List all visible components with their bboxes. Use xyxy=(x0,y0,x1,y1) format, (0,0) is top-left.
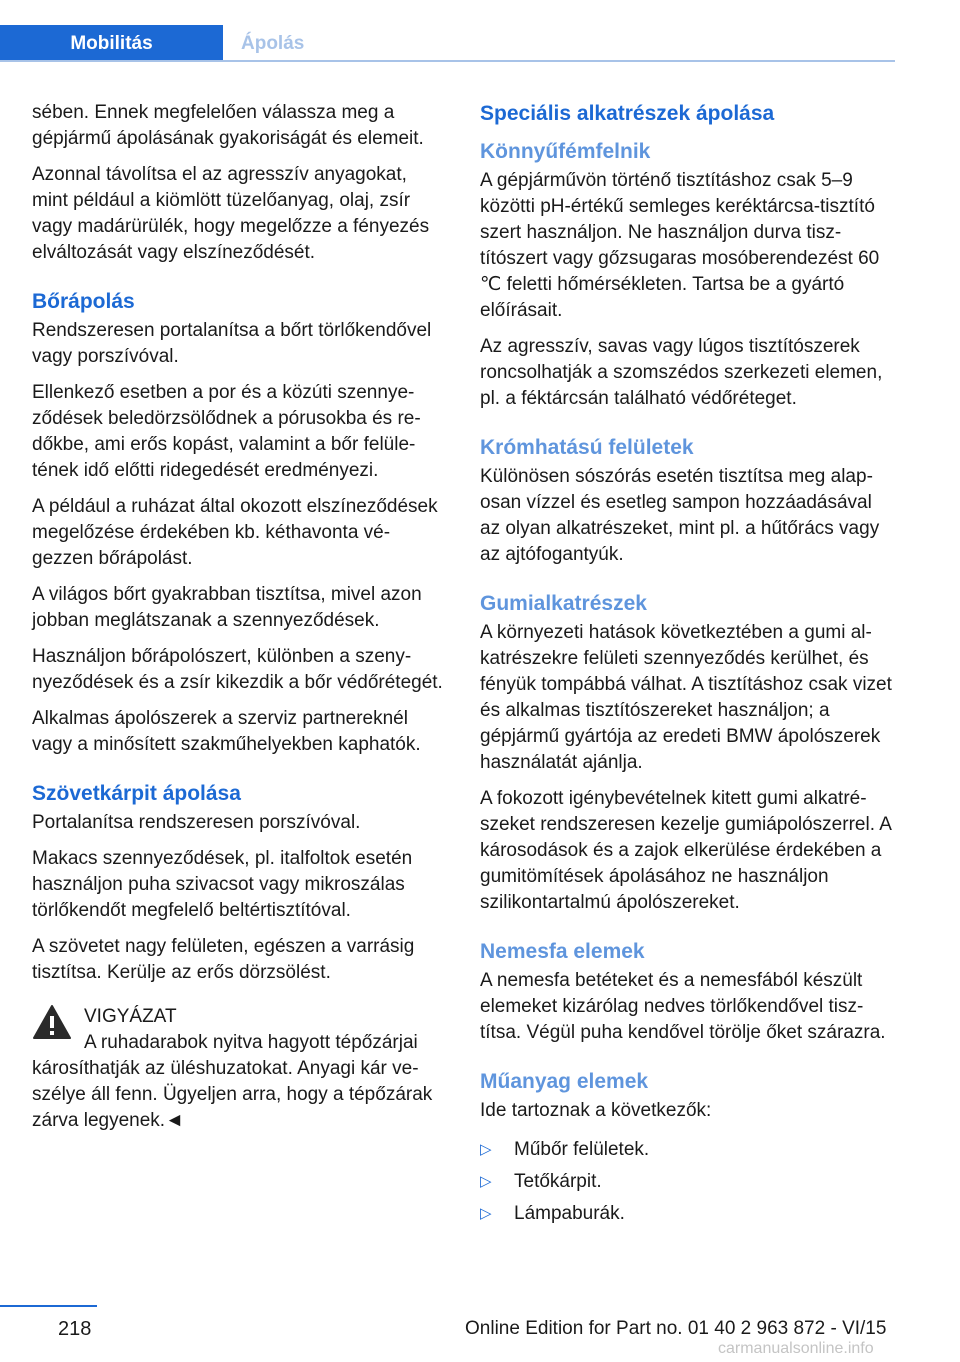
paragraph: Azonnal távolítsa el az agresszív anyagokat, mint például a kiömlött tüzelőanyag, olaj, zsír vagy madárürülék, hogy megelőzze a fényezés elváltozását vagy elszíneződését. xyxy=(32,164,430,263)
warning-label: VIGYÁZAT xyxy=(84,1006,177,1027)
section-title-carpet: Szövetkárpit ápolása xyxy=(32,782,241,805)
paragraph: A nemesfa betéteket és a nemesfából készült elemeket kizárólag nedves törlőkendővel tisztítsa. Végül puha kendővel törölje őket szárazra. xyxy=(480,970,886,1043)
watermark: carmanualsonline.info xyxy=(718,1340,874,1357)
header-tabs xyxy=(0,25,441,62)
paragraph: Ellenkező esetben a por és a közúti szennyeződések beledörzsölődnek a pórusokba és redőkbe, ami erős kopást, valamint a bőr felületének idő előtti ridegedését eredményezi. xyxy=(32,382,421,481)
paragraph: Makacs szennyeződések, pl. italfoltok esetén használjon puha szivacsot vagy mikroszálas törlőkendőt megfelelő beltértisztítóval. xyxy=(32,848,413,921)
paragraph: A szövetet nagy felületen, egészen a varrásig tisztítsa. Kerülje az erős dörzsölést. xyxy=(32,936,415,983)
paragraph: A környezeti hatások következtében a gumi alkatrészekre felületi szennyeződés kerülhet, és fényük tompábbá válhat. A tisztításhoz csak vizet és alkalmas tisztítószereket használjon; a gépjármű gyártója az eredeti BMW ápolószerek használatát ajánlja. xyxy=(480,622,892,773)
section-title-leather: Bőrápolás xyxy=(32,290,135,313)
subsection-title-chrome: Krómhatású felületek xyxy=(480,436,694,459)
paragraph: A világos bőrt gyakrabban tisztítsa, mivel azon jobban meglátszanak a szennyeződések. xyxy=(32,584,422,631)
paragraph: Különösen sószórás esetén tisztítsa meg alaposan vízzel és esetleg sampon hozzáadásával az olyan alkatrészeket, mint pl. a hűtőrács vagy az ajtófogantyúk. xyxy=(480,466,880,565)
list-item-text: Lámpaburák. xyxy=(514,1203,625,1224)
warning-first-line: A ruhadarabok nyitva hagyott tépőzárjai xyxy=(84,1032,418,1053)
subsection-title-alloy: Könnyűfémfelnik xyxy=(480,140,651,163)
triangle-bullet-icon: ▷ xyxy=(480,1173,492,1190)
paragraph: Portalanítsa rendszeresen porszívóval. xyxy=(32,812,361,833)
paragraph: Az agresszív, savas vagy lúgos tisztítószerek roncsolhatják a szomszédos szerkezeti elemen, pl. a féktárcsán található védőréteget. xyxy=(480,336,883,409)
warning-text: károsíthatják az üléshuzatokat. Anyagi kár veszélye áll fenn. Ügyeljen arra, hogy a tépőzárak zárva legyenek.◄ xyxy=(32,1058,433,1131)
list-item xyxy=(480,1198,895,1230)
paragraph: A fokozott igénybevételnek kitett gumi alkatrészeket rendszeresen kezelje gumiápolószerrel. A károsodások és a zajok elkerülése érdekében a gumitömítések ápolásához ne használjon szilikontartalmú ápolószereket. xyxy=(480,788,891,913)
triangle-bullet-icon: ▷ xyxy=(480,1205,492,1222)
warning-block xyxy=(32,1004,444,1056)
paragraph: A gépjárművön történő tisztításhoz csak 5–9 közötti pH-értékű semleges keréktárcsa-tisztító szert használjon. Ne használjon durva tisztítószert vagy gőzsugaras mosóberendezést 60 ℃ feletti hőmérsékleten. Tartsa be a gyártó előírásait. xyxy=(480,170,880,321)
edition-note: Online Edition for Part no. 01 40 2 963 872 - VI/15 xyxy=(465,1318,887,1339)
paragraph: A például a ruházat által okozott elszíneződések megelőzése érdekében kb. kéthavonta végezzen bőrápolást. xyxy=(32,496,438,569)
list-item xyxy=(480,1166,895,1198)
subsection-title-wood: Nemesfa elemek xyxy=(480,940,645,963)
triangle-bullet-icon: ▷ xyxy=(480,1141,492,1158)
left-column xyxy=(32,100,444,1144)
list-item-text: Tetőkárpit. xyxy=(514,1171,602,1192)
right-column xyxy=(480,100,895,1230)
bullet-list xyxy=(480,1134,895,1230)
footer-divider xyxy=(0,1305,97,1307)
paragraph: Használjon bőrápolószert, különben a szenynyeződések és a zsír kikezdik a bőr védőrétegét. xyxy=(32,646,443,693)
list-item xyxy=(480,1134,895,1166)
subsection-title-plastic: Műanyag elemek xyxy=(480,1070,649,1093)
section-title-special-parts: Speciális alkatrészek ápolása xyxy=(480,102,775,125)
paragraph: Rendszeresen portalanítsa a bőrt törlőkendővel vagy porszívóval. xyxy=(32,320,432,367)
paragraph: Ide tartoznak a következők: xyxy=(480,1100,712,1121)
subsection-title-rubber: Gumialkatrészek xyxy=(480,592,647,615)
header-divider xyxy=(0,60,895,62)
paragraph: sében. Ennek megfelelően válassza meg a gépjármű ápolásának gyakoriságát és elemeit. xyxy=(32,102,424,149)
paragraph: Alkalmas ápolószerek a szerviz partnereknél vagy a minősített szakműhelyekben kaphatók. xyxy=(32,708,421,755)
page-number: 218 xyxy=(58,1318,92,1340)
warning-triangle-icon xyxy=(32,1004,72,1040)
tab-apolas[interactable]: Ápolás xyxy=(241,32,305,54)
tab-mobilitas[interactable]: Mobilitás xyxy=(0,25,223,62)
list-item-text: Műbőr felületek. xyxy=(514,1139,650,1160)
